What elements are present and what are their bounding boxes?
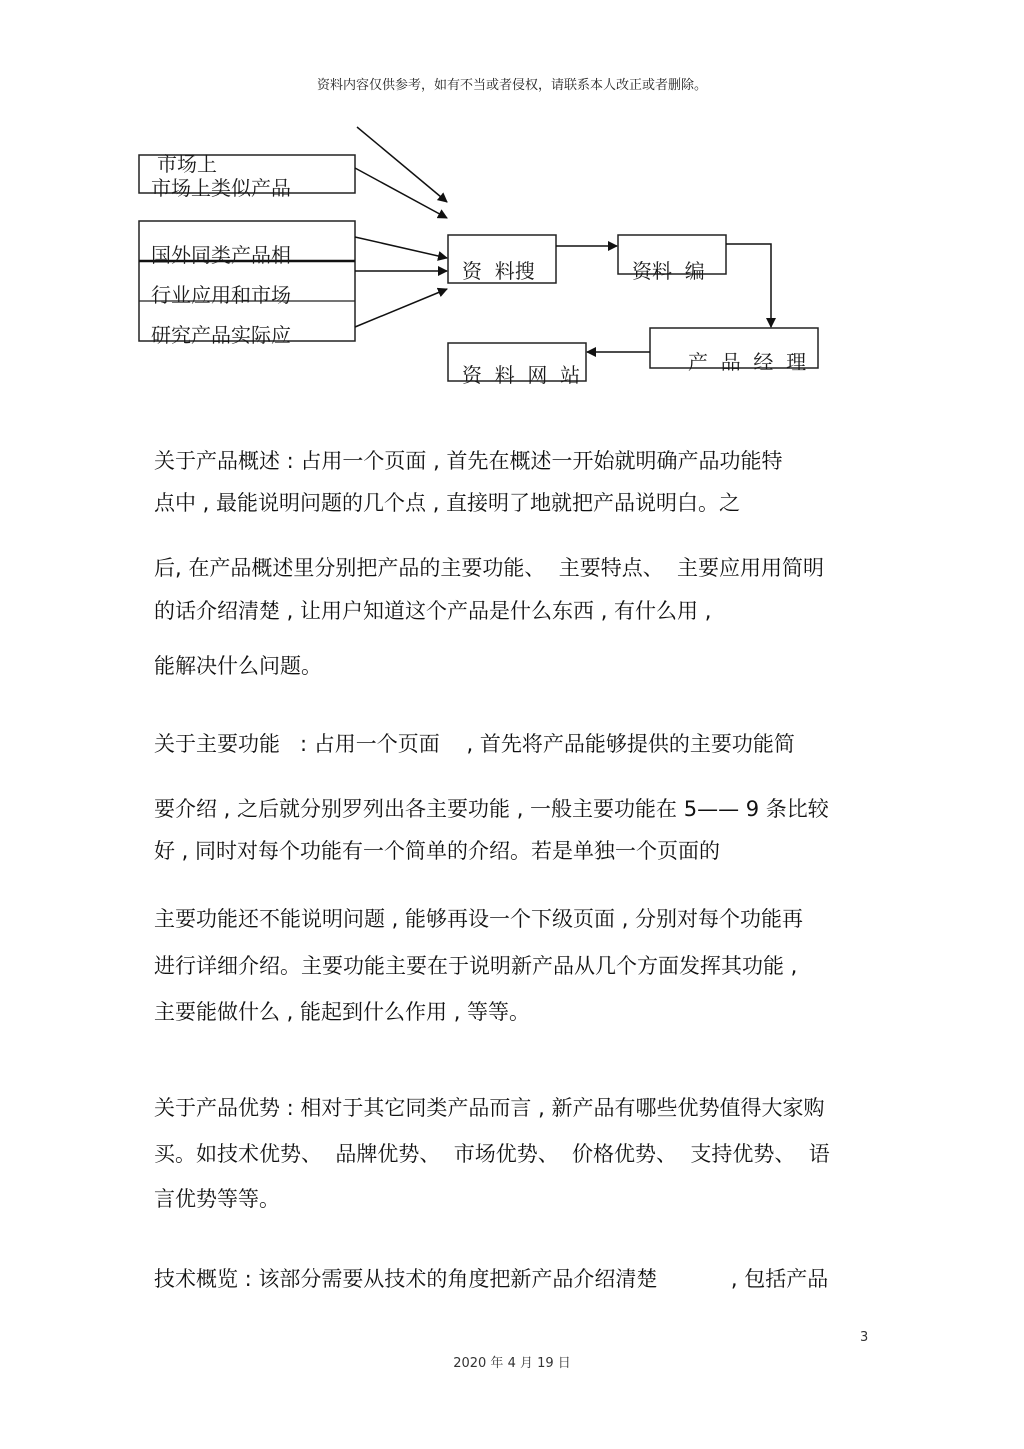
text-line: 言优势等等。: [154, 1187, 280, 1211]
text-line: 主要能做什么 , 能起到什么作用 , 等等。: [154, 1000, 531, 1024]
arrow-research: [355, 289, 447, 327]
header-disclaimer: 资料内容仅供参考，如有不当或者侵权，请联系本人改正或者删除。: [316, 78, 707, 93]
box-foreign-line2: 行业应用和市场: [151, 283, 291, 307]
arrow-top: [357, 127, 447, 202]
arrow-edit-manager: [726, 244, 771, 327]
text-line: 主要功能还不能说明问题 , 能够再设一个下级页面 , 分别对每个功能再: [154, 907, 804, 931]
text-line: 关于产品优势 : 相对于其它同类产品而言 , 新产品有哪些优势值得大家购: [154, 1096, 825, 1120]
text-line: 关于产品概述 : 占用一个页面 , 首先在概述一开始就明确产品功能特: [154, 449, 783, 473]
box-website-label: 资 料 网 站: [462, 363, 581, 387]
box-edit-label: 资料 编: [632, 259, 705, 283]
text-line: 的话介绍清楚 , 让用户知道这个产品是什么东西 , 有什么用 ,: [154, 599, 712, 623]
text-line: 买。如技术优势、 品牌优势、 市场优势、 价格优势、 支持优势、 语: [154, 1142, 830, 1166]
box-search-label: 资 料搜: [462, 259, 535, 283]
footer-date: 2020 年 4 月 19 日: [453, 1356, 571, 1371]
text-line: 能解决什么问题。: [154, 654, 322, 678]
text-line: 进行详细介绍。主要功能主要在于说明新产品从几个方面发挥其功能 ,: [154, 954, 798, 978]
text-line: 关于主要功能 : 占用一个页面 , 首先将产品能够提供的主要功能简: [154, 732, 795, 756]
text-line: 好 , 同时对每个功能有一个简单的介绍。若是单独一个页面的: [154, 839, 721, 863]
box-foreign-line3: 研究产品实际应: [151, 323, 291, 347]
box-market-line1: 市场上: [157, 152, 217, 176]
text-line: 技术概览 : 该部分需要从技术的角度把新产品介绍清楚 , 包括产品: [154, 1267, 829, 1291]
page-number: 3: [860, 1330, 869, 1345]
box-foreign-line1: 国外同类产品相: [151, 243, 291, 267]
text-line: 要介绍 , 之后就分别罗列出各主要功能 , 一般主要功能在 5—— 9 条比较: [154, 797, 829, 821]
text-line: 点中 , 最能说明问题的几个点 , 直接明了地就把产品说明白。之: [154, 491, 741, 515]
box-manager-label: 产 品 经 理: [688, 350, 807, 374]
arrow-foreign: [355, 237, 447, 258]
text-line: 后, 在产品概述里分别把产品的主要功能、 主要特点、 主要应用用简明: [154, 556, 825, 580]
arrow-market: [355, 168, 447, 218]
box-market-line2: 市场上类似产品: [151, 176, 291, 200]
